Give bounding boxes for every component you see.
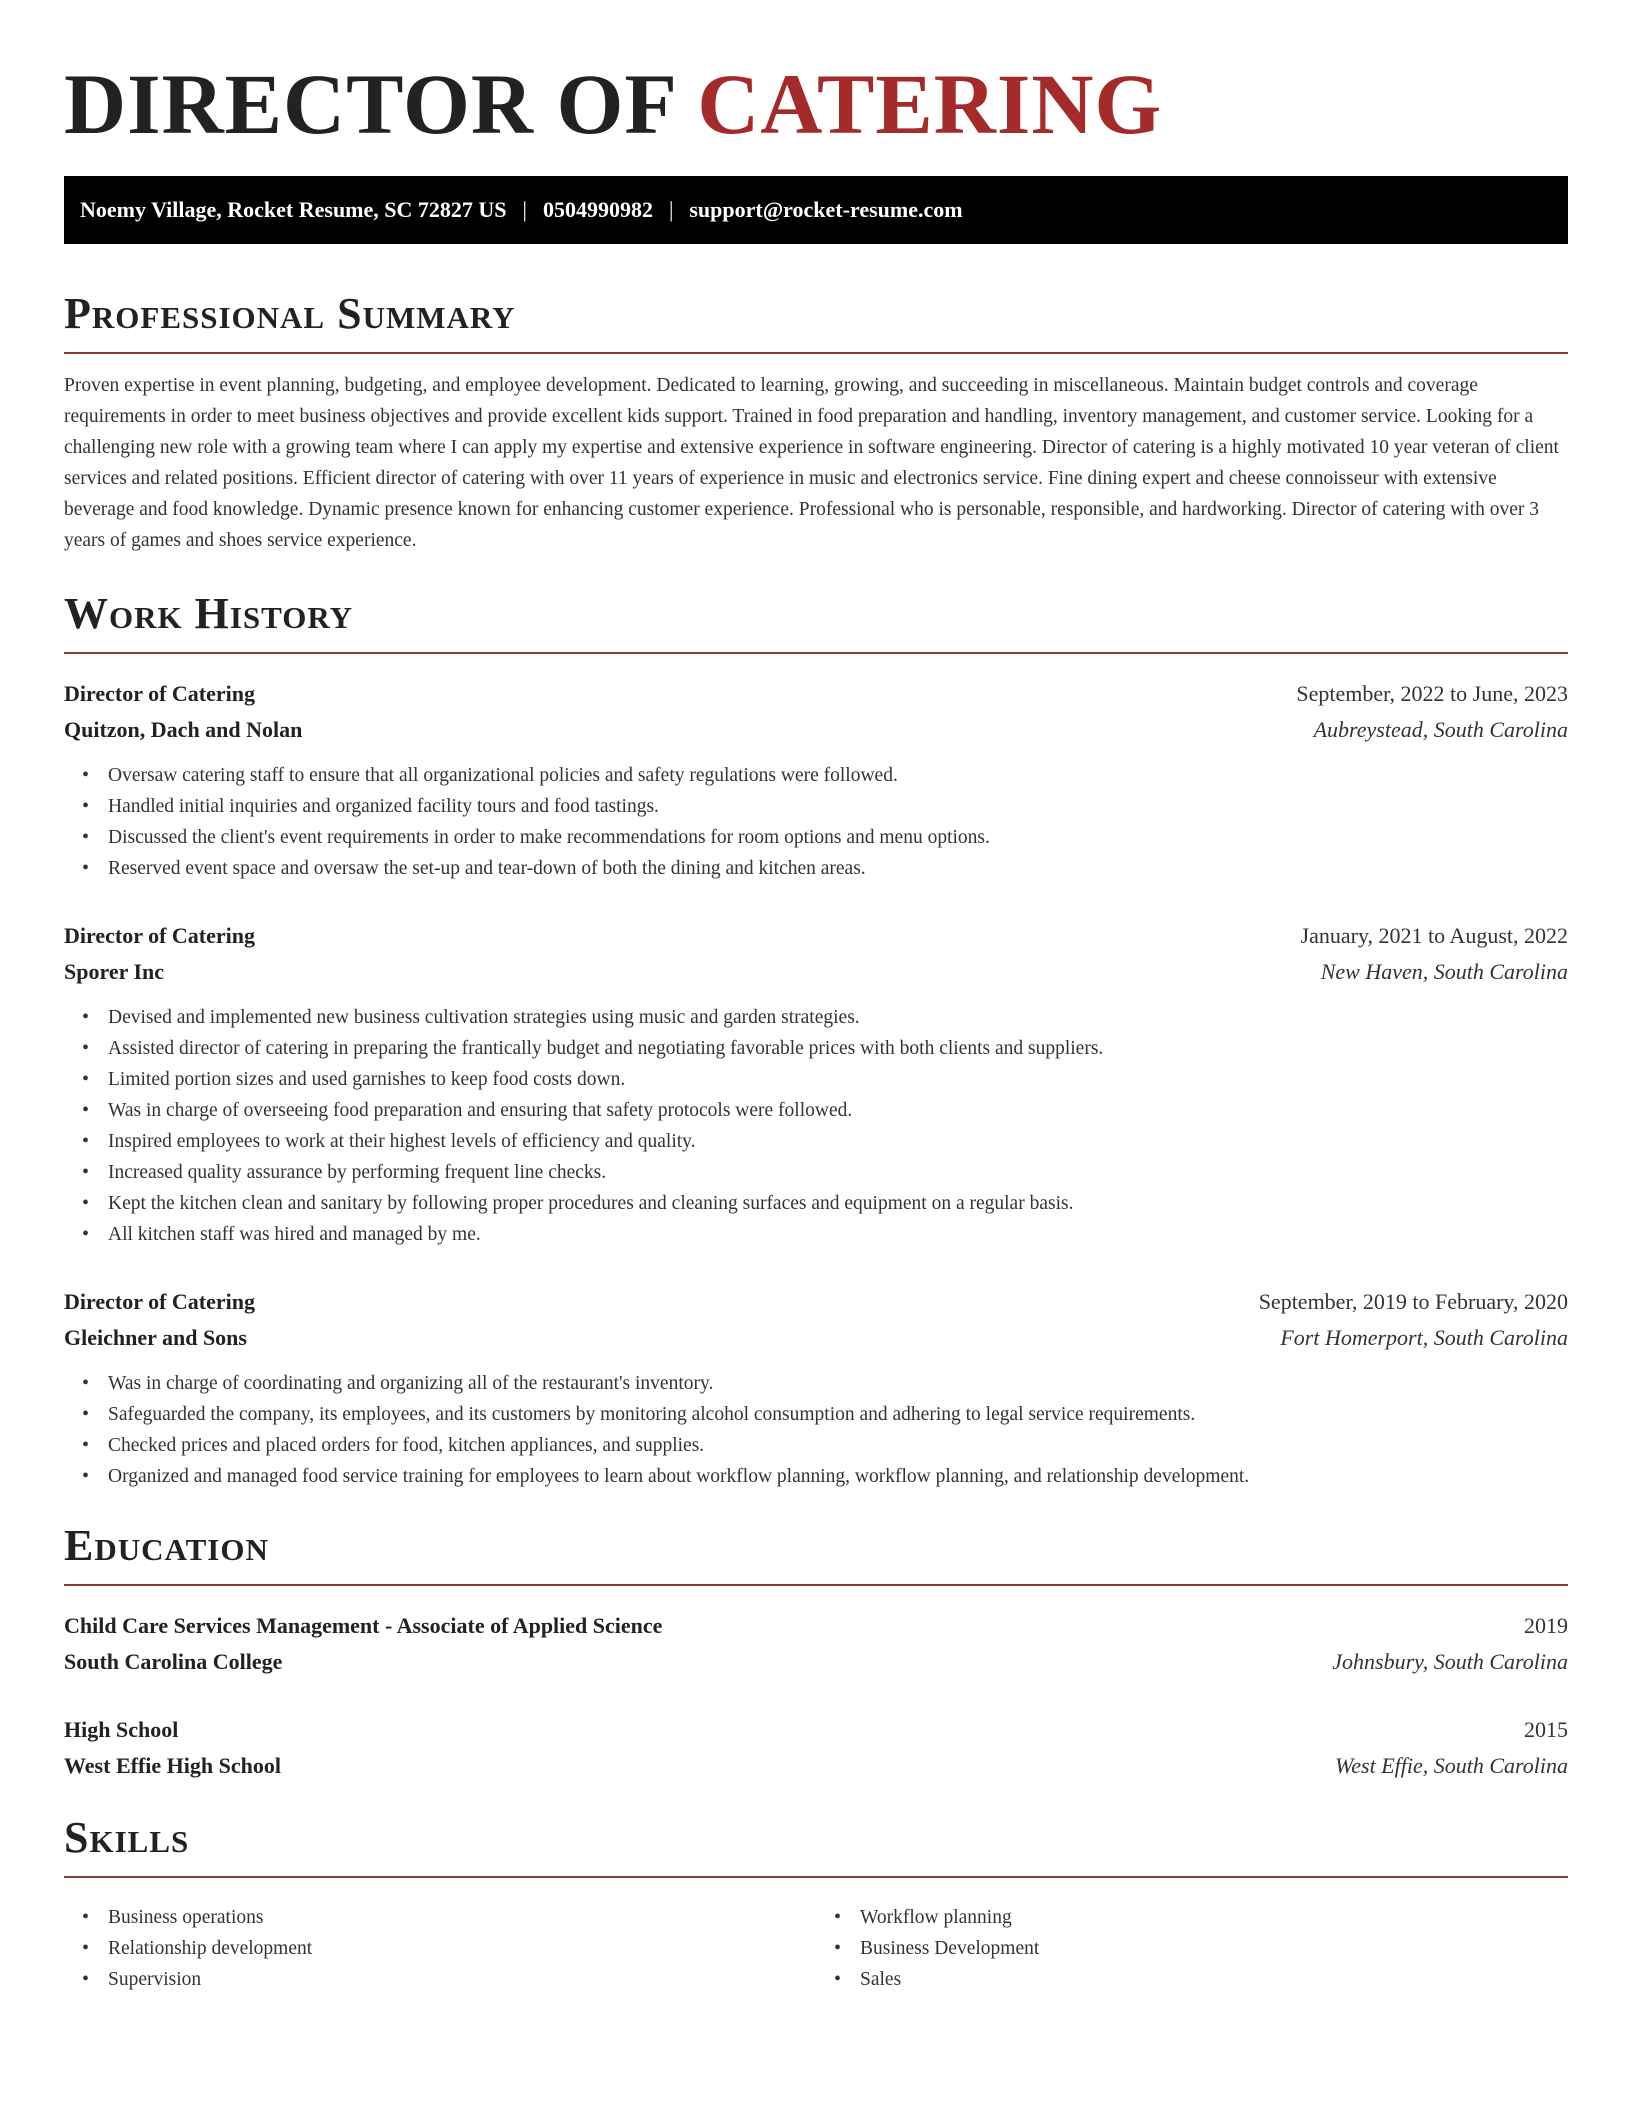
education-degree: High School — [64, 1717, 179, 1742]
contact-separator: | — [522, 197, 527, 222]
job-title: Director of Catering — [64, 923, 256, 948]
resume-title — [64, 0, 1568, 162]
job-dates: September, 2022 to June, 2023 — [1296, 681, 1568, 706]
job-bullet: • Checked prices and placed orders for food, kitchen appliances, and supplies. — [108, 1430, 1568, 1461]
job-bullet: • Kept the kitchen clean and sanitary by following proper procedures and cleaning surfaces and equipment on a regular basis. — [108, 1188, 1568, 1219]
skill-item: • Sales — [860, 1964, 1568, 1995]
skills-column-left — [64, 1902, 816, 1995]
job-bullet: • Discussed the client's event requirements in order to make recommendations for room options and menu options. — [108, 822, 1568, 853]
job-bullet: • Oversaw catering staff to ensure that all organizational policies and safety regulations were followed. — [108, 760, 1568, 791]
education-degree: Child Care Services Management - Associate of Applied Science — [64, 1613, 663, 1638]
education-year: 2019 — [1524, 1613, 1568, 1638]
job-bullet: • Increased quality assurance by performing frequent line checks. — [108, 1157, 1568, 1188]
job-location: Fort Homerport, South Carolina — [1280, 1325, 1568, 1350]
skills-column-right — [816, 1902, 1568, 1995]
job-entry — [64, 918, 1568, 1250]
contact-address: Noemy Village, Rocket Resume, SC 72827 US — [80, 197, 507, 222]
job-location: Aubreystead, South Carolina — [1313, 717, 1568, 742]
job-company: Gleichner and Sons — [64, 1325, 247, 1350]
education-location: West Effie, South Carolina — [1334, 1753, 1568, 1778]
job-bullets — [64, 760, 1568, 884]
education-entry — [64, 1712, 1568, 1784]
job-bullet: • Organized and managed food service training for employees to learn about workflow planning, workflow planning, and relationship development. — [108, 1461, 1568, 1492]
skill-item: • Relationship development — [108, 1933, 816, 1964]
job-entry — [64, 676, 1568, 884]
job-entry — [64, 1284, 1568, 1492]
summary-heading: Professional Summary — [64, 290, 1568, 354]
education-school: West Effie High School — [64, 1753, 281, 1778]
resume-page — [64, 0, 1568, 1995]
job-bullets — [64, 1368, 1568, 1492]
education-heading: Education — [64, 1522, 1568, 1586]
job-bullet: • Safeguarded the company, its employees, and its customers by monitoring alcohol consumption and adhering to legal service requirements. — [108, 1399, 1568, 1430]
job-bullet: • Inspired employees to work at their highest levels of efficiency and quality. — [108, 1126, 1568, 1157]
job-bullet: • Was in charge of overseeing food preparation and ensuring that safety protocols were followed. — [108, 1095, 1568, 1126]
job-title: Director of Catering — [64, 681, 256, 706]
contact-separator: | — [668, 197, 674, 222]
skill-item: • Supervision — [108, 1964, 816, 1995]
contact-email: support@rocket-resume.com — [689, 197, 963, 222]
summary-text: Proven expertise in event planning, budgeting, and employee development. Dedicated to learning, growing, and succeeding in miscellaneous. Maintain budget controls and coverage requirements in order to meet business objectives and provide excellent kids support. Trained in food preparation and handling, inventory management, and customer service. Looking for a challenging new role with a growing team where I can apply my expertise and extensive experience in software engineering. Director of catering is a highly motivated 10 year veteran of client services and related positions. Efficient director of catering with over 11 years of experience in music and electronics service. Fine dining expert and cheese connoisseur with extensive beverage and food knowledge. Dynamic presence known for enhancing customer experience. Professional who is personable, responsible, and hardworking. Director of catering with over 3 years of games and shoes service experience. — [64, 375, 1559, 551]
job-bullet: • Was in charge of coordinating and organizing all of the restaurant's inventory. — [108, 1368, 1568, 1399]
title-accent: CATERING — [697, 56, 1163, 152]
skill-item: • Business operations — [108, 1902, 816, 1933]
job-company: Sporer Inc — [64, 959, 165, 984]
job-bullet: • Assisted director of catering in preparing the frantically budget and negotiating favorable prices with both clients and suppliers. — [108, 1033, 1568, 1064]
title-main: DIRECTOR OF — [64, 56, 675, 152]
education-entry — [64, 1608, 1568, 1680]
skill-item: • Workflow planning — [860, 1902, 1568, 1933]
education-school: South Carolina College — [64, 1649, 283, 1674]
job-title: Director of Catering — [64, 1289, 256, 1314]
job-dates: September, 2019 to February, 2020 — [1258, 1289, 1568, 1314]
job-dates: January, 2021 to August, 2022 — [1300, 923, 1568, 948]
skills-grid — [64, 1890, 1568, 1995]
job-bullet: • All kitchen staff was hired and managed by me. — [108, 1219, 1568, 1250]
skill-item: • Business Development — [860, 1933, 1568, 1964]
skills-heading: Skills — [64, 1814, 1568, 1878]
job-bullet: • Limited portion sizes and used garnishes to keep food costs down. — [108, 1064, 1568, 1095]
job-bullet: • Reserved event space and oversaw the set-up and tear-down of both the dining and kitchen areas. — [108, 853, 1568, 884]
contact-bar — [64, 176, 1568, 244]
job-location: New Haven, South Carolina — [1320, 959, 1568, 984]
work-history-heading: Work History — [64, 590, 1568, 654]
education-location: Johnsbury, South Carolina — [1332, 1649, 1568, 1674]
job-bullets — [64, 1002, 1568, 1250]
job-company: Quitzon, Dach and Nolan — [64, 717, 303, 742]
education-year: 2015 — [1524, 1717, 1568, 1742]
contact-phone: 0504990982 — [542, 197, 653, 222]
job-bullet: • Devised and implemented new business cultivation strategies using music and garden strategies. — [108, 1002, 1568, 1033]
job-bullet: • Handled initial inquiries and organized facility tours and food tastings. — [108, 791, 1568, 822]
